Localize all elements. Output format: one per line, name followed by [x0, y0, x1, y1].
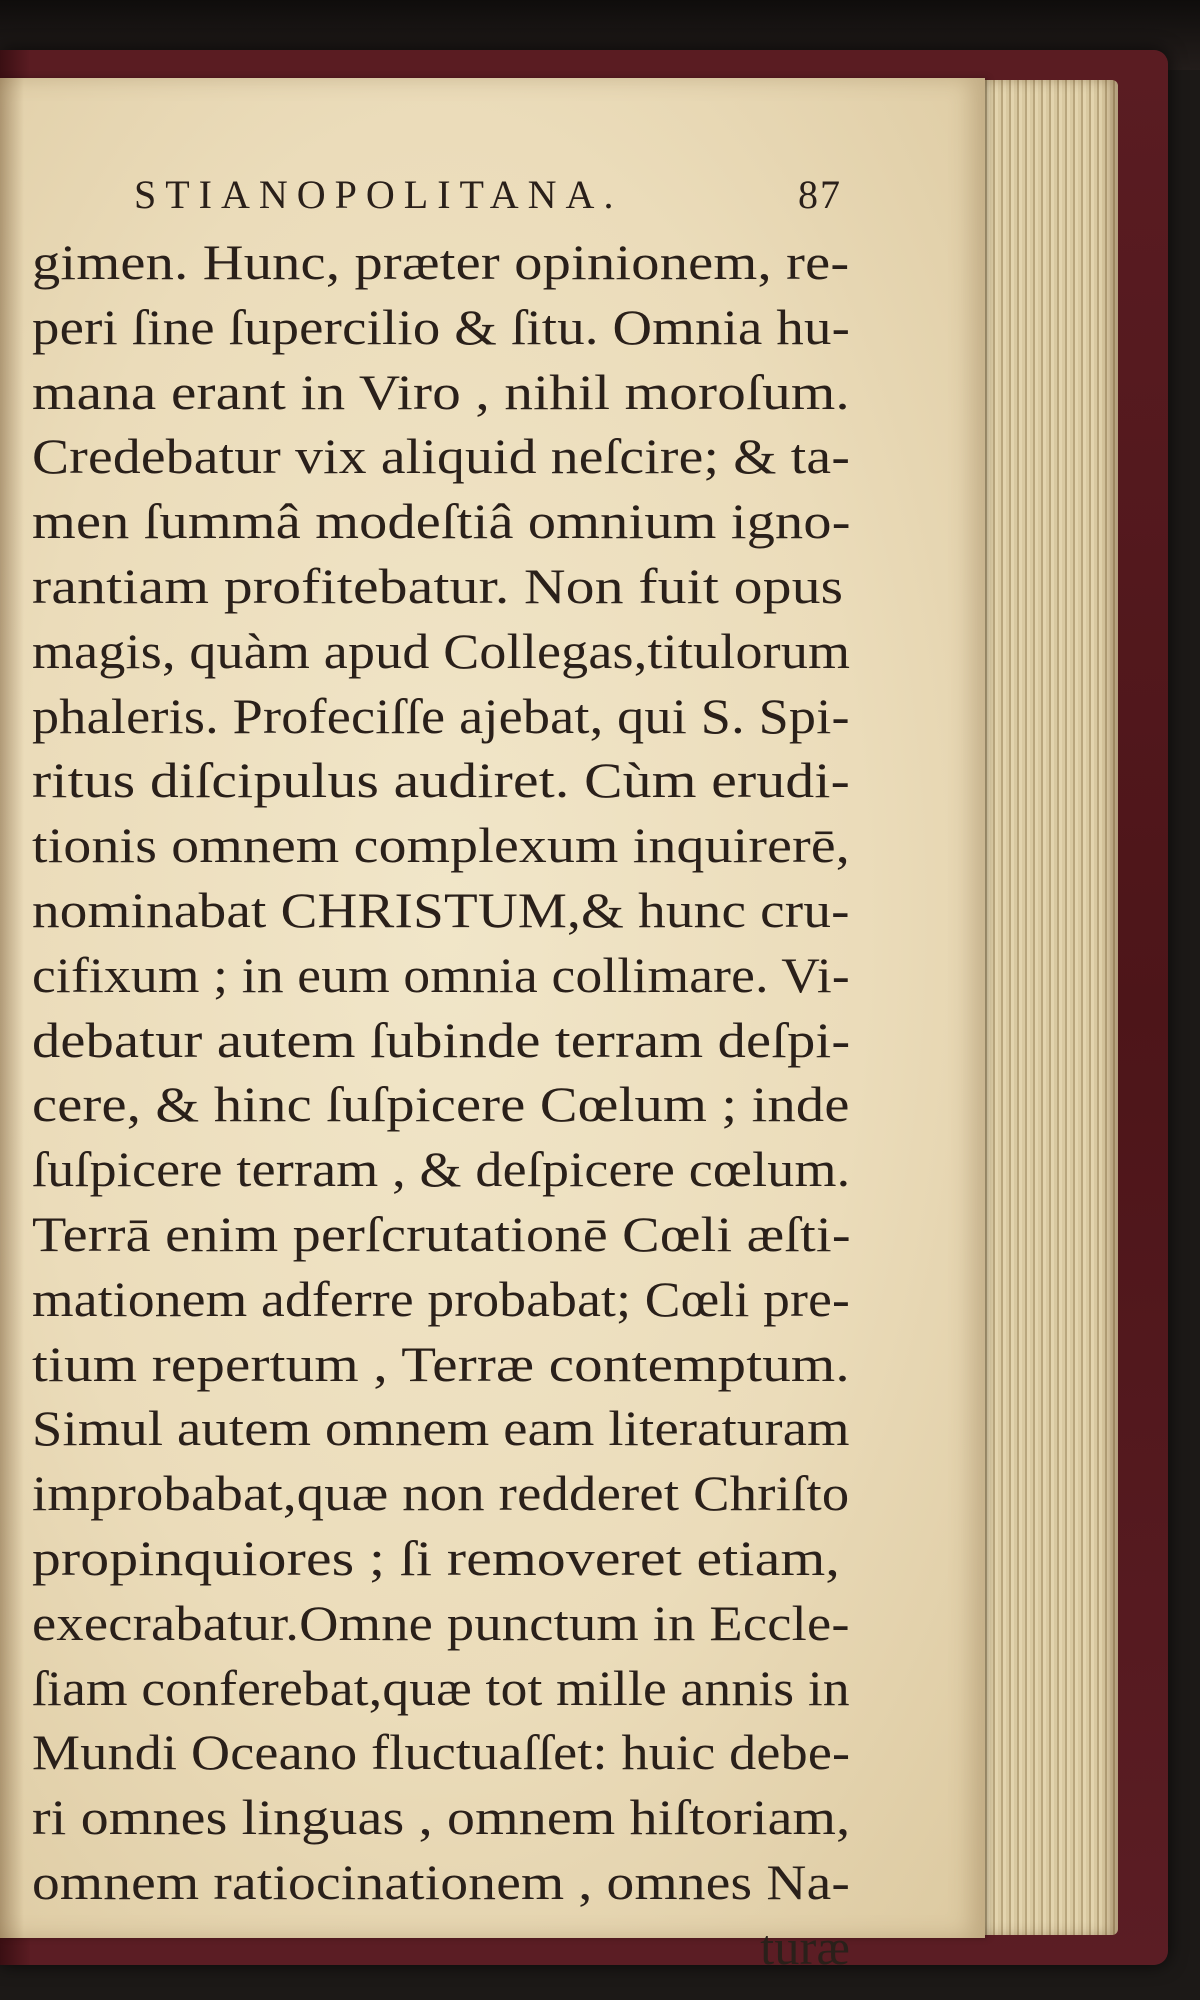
text-line: men ſummâ modeſtiâ omnium igno- [32, 493, 851, 550]
text-line: cifixum ; in eum omnia collimare. Vi- [32, 946, 850, 1003]
text-line: tionis omnem complexum inquirerē, [32, 817, 850, 874]
text-line: Mundi Oceano fluctuaſſet: huic debe- [32, 1724, 851, 1781]
text-line: mationem adferre probabat; Cœli pre- [32, 1270, 851, 1327]
text-line: Simul autem omnem eam literaturam [32, 1400, 850, 1457]
catchword: turæ [760, 1918, 850, 1975]
running-head-title: STIANOPOLITANA. [134, 172, 623, 217]
text-line: Terrā enim perſcrutationē Cœli æſti- [32, 1205, 851, 1262]
text-line: propinquiores ; ſi removeret etiam, [32, 1529, 841, 1586]
text-line: tium repertum , Terræ contemptum. [32, 1335, 850, 1392]
text-line: improbabat,quæ non redderet Chriſto [32, 1465, 850, 1522]
page-number: 87 [798, 172, 842, 217]
text-line: debatur autem ſubinde terram deſpi- [32, 1011, 851, 1068]
text-line: mana erant in Viro , nihil moroſum. [32, 363, 850, 420]
text-line: rantiam profitebatur. Non fuit opus [32, 557, 844, 614]
text-line: execrabatur.Omne punctum in Eccle- [32, 1594, 850, 1651]
text-line: gimen. Hunc, præter opinionem, re- [32, 234, 850, 290]
text-line: ritus diſcipulus audiret. Cùm erudi- [32, 752, 850, 809]
text-line: ſiam conferebat,quæ tot mille annis in [32, 1659, 850, 1716]
text-line: cere, & hinc ſuſpicere Cœlum ; inde [32, 1076, 850, 1133]
text-line: omnem ratiocinationem , omnes Na- [32, 1853, 851, 1910]
text-line: peri ſine ſupercilio & ſitu. Omnia hu- [32, 298, 851, 355]
running-head [32, 160, 850, 230]
text-line: Credebatur vix aliquid neſcire; & ta- [32, 428, 851, 485]
page-gutter-shadow [0, 78, 24, 1938]
text-line: nominabat CHRISTUM,& hunc cru- [32, 881, 850, 938]
text-block [32, 160, 850, 1980]
text-line: ſuſpicere terram , & deſpicere cœlum. [32, 1141, 851, 1198]
text-line: phaleris. Profeciſſe ajebat, qui S. Spi- [32, 687, 850, 744]
text-line: ri omnes linguas , omnem hiſtoriam, [32, 1789, 851, 1846]
text-line: magis, quàm apud Collegas,titulorum [32, 622, 851, 679]
